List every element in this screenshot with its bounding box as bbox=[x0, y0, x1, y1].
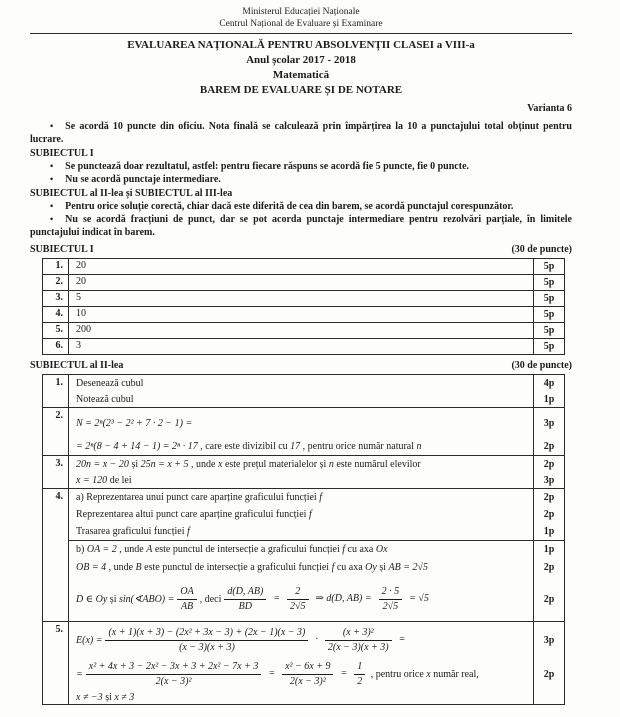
solution-text bbox=[69, 489, 533, 506]
text-segment: cu axa bbox=[334, 561, 366, 573]
fraction-numerator: x² + 4x + 3 − 2x² − 3x + 3 + 2x² − 7x + 3 bbox=[86, 661, 262, 675]
text-segment: , pentru orice bbox=[368, 668, 427, 680]
bullet-icon: • bbox=[50, 121, 54, 131]
row-number: 2. bbox=[43, 408, 69, 455]
fraction-denominator: 2(x − 3)² bbox=[289, 675, 326, 687]
math-segment: · bbox=[315, 634, 318, 646]
center-line: Centrul Național de Evaluare și Examinare bbox=[219, 19, 383, 29]
text-segment: , pentru orice număr natural bbox=[300, 441, 417, 452]
row-answer: 20 bbox=[76, 276, 86, 287]
solution-text bbox=[69, 375, 533, 391]
row-points: 5p bbox=[533, 291, 564, 306]
math-segment: f bbox=[331, 561, 335, 573]
row-points: 3p bbox=[533, 622, 564, 658]
math-segment: n bbox=[416, 441, 422, 452]
row-body bbox=[69, 489, 564, 621]
row-points: 4p bbox=[533, 375, 564, 391]
math-segment: 25n = x + 5 bbox=[140, 458, 189, 470]
row-number: 2. bbox=[43, 275, 69, 290]
table-row bbox=[43, 621, 564, 704]
math-fraction bbox=[325, 627, 392, 654]
row-answer: 20 bbox=[76, 260, 86, 271]
text-segment: cu axa bbox=[345, 543, 376, 555]
section2-table bbox=[42, 374, 565, 705]
section2-heading bbox=[30, 359, 572, 372]
solution-text bbox=[69, 523, 533, 540]
math-segment: f bbox=[186, 526, 190, 537]
text-segment: b) bbox=[76, 543, 87, 555]
row-body bbox=[69, 408, 564, 455]
math-segment: x ≠ −3 bbox=[76, 691, 103, 703]
solution-line bbox=[69, 375, 564, 391]
solution-text bbox=[69, 438, 533, 455]
fraction-numerator: (x + 1)(x + 3) − (2x² + 3x − 3) + (2x − 1)(x − 3) bbox=[105, 627, 308, 641]
row-points: 2p bbox=[533, 506, 564, 523]
math-segment: = bbox=[268, 668, 276, 680]
solution-line bbox=[69, 541, 564, 557]
text-segment: este numărul elevilor bbox=[333, 458, 421, 470]
table-row bbox=[43, 488, 564, 621]
table-row bbox=[43, 338, 564, 354]
math-fraction bbox=[86, 661, 262, 688]
solution-text bbox=[69, 577, 533, 621]
subitem-a bbox=[69, 489, 564, 540]
table-row bbox=[43, 259, 564, 274]
row-body bbox=[69, 622, 564, 704]
math-segment: n bbox=[328, 458, 334, 470]
intro-subiectul23-heading: SUBIECTUL al II-lea și SUBIECTUL al III-lea bbox=[30, 188, 233, 199]
solution-line bbox=[69, 472, 564, 488]
row-number: 1. bbox=[43, 259, 69, 274]
math-segment: = bbox=[273, 593, 281, 605]
solution-text bbox=[69, 456, 533, 472]
solution-line bbox=[69, 506, 564, 523]
text-segment: , unde bbox=[188, 458, 218, 470]
fraction-denominator: AB bbox=[180, 600, 194, 612]
row-points: 2p bbox=[533, 456, 564, 472]
table-row bbox=[43, 455, 564, 488]
row-points: 5p bbox=[533, 323, 564, 338]
text-segment: Trasarea graficului funcției bbox=[76, 526, 187, 537]
fraction-numerator: 2 bbox=[287, 586, 309, 600]
math-segment: 20n = x − 20 bbox=[76, 458, 129, 470]
math-segment: x = 120 bbox=[76, 474, 108, 486]
math-segment: OB = 4 bbox=[76, 561, 107, 573]
instruction-text: Se punctează doar rezultatul, astfel: pentru fiecare răspuns se acordă fie 5 puncte, fie 0 puncte. bbox=[65, 161, 470, 172]
bullet-icon: • bbox=[50, 214, 54, 224]
math-segment: A bbox=[146, 543, 153, 555]
header-rule bbox=[30, 33, 572, 34]
instruction-bullet bbox=[30, 120, 572, 146]
math-segment: E(x) = bbox=[76, 634, 103, 646]
text-segment: , unde bbox=[116, 543, 147, 555]
math-fraction bbox=[105, 627, 308, 654]
row-number: 3. bbox=[43, 456, 69, 488]
math-segment: N = 2ⁿ(2³ − 2² + 7 · 2 − 1) = bbox=[76, 417, 193, 429]
math-segment: AB = 2√5 bbox=[388, 561, 428, 573]
row-answer: 3 bbox=[76, 340, 81, 351]
math-segment: = 2ⁿ(8 − 4 + 14 − 1) = 2ⁿ · 17 bbox=[76, 441, 198, 452]
row-number: 4. bbox=[43, 307, 69, 322]
row-body bbox=[69, 456, 564, 488]
text-segment: și bbox=[376, 561, 389, 573]
text-segment: Notează cubul bbox=[76, 393, 134, 405]
math-segment: f bbox=[342, 543, 346, 555]
table-row bbox=[43, 322, 564, 338]
fraction-numerator: 2 · 5 bbox=[379, 586, 403, 600]
fraction-denominator: (x − 3)(x + 3) bbox=[179, 641, 235, 653]
math-fraction bbox=[287, 586, 309, 613]
row-answer: 5 bbox=[76, 292, 81, 303]
solution-line bbox=[69, 408, 564, 438]
text-segment: și bbox=[107, 593, 119, 605]
row-answer: 10 bbox=[76, 308, 86, 319]
exam-title: EVALUAREA NAȚIONALĂ PENTRU ABSOLVENȚII CLASEI a VIII-a bbox=[127, 39, 475, 51]
row-number: 5. bbox=[43, 622, 69, 704]
math-fraction bbox=[379, 586, 403, 613]
fraction-denominator: 2(x − 3)² bbox=[155, 675, 192, 687]
section1-table bbox=[42, 258, 565, 355]
row-points: 2p bbox=[533, 557, 564, 577]
instruction-bullet bbox=[30, 213, 572, 239]
fraction-numerator: x² − 6x + 9 bbox=[282, 661, 333, 675]
table-row bbox=[43, 290, 564, 306]
math-segment: x bbox=[218, 458, 223, 470]
solution-line bbox=[69, 658, 564, 690]
text-segment: este prețul materialelor și bbox=[222, 458, 329, 470]
section1-heading bbox=[30, 243, 572, 256]
math-fraction bbox=[224, 586, 266, 613]
instruction-text: Se acordă 10 puncte din oficiu. Nota finală se calculează prin împărțirea la 10 a punctajului total obținut pentru lucrare. bbox=[30, 121, 572, 145]
text-segment: , unde bbox=[106, 561, 136, 573]
subitem-b bbox=[69, 540, 564, 621]
row-points: 5p bbox=[533, 307, 564, 322]
solution-text bbox=[69, 690, 533, 704]
solution-line bbox=[69, 456, 564, 472]
bullet-icon: • bbox=[50, 201, 54, 211]
math-segment: B bbox=[135, 561, 142, 573]
text-segment: este punctul de intersecție a graficului funcției bbox=[152, 543, 343, 555]
row-points: 2p bbox=[533, 489, 564, 506]
instruction-text: Nu se acordă punctaje intermediare. bbox=[65, 174, 221, 185]
section1-title: SUBIECTUL I bbox=[30, 244, 94, 255]
math-segment: sin(∢ABO) = bbox=[118, 593, 175, 605]
row-number: 4. bbox=[43, 489, 69, 621]
section2-points: (30 de puncte) bbox=[511, 360, 572, 371]
text-segment: Reprezentarea altui punct care aparține graficului funcției bbox=[76, 509, 309, 520]
text-segment: și bbox=[102, 691, 115, 703]
table-row bbox=[43, 407, 564, 455]
row-number: 1. bbox=[43, 375, 69, 407]
solution-line bbox=[69, 557, 564, 577]
table-row bbox=[43, 375, 564, 407]
solution-line bbox=[69, 438, 564, 455]
solution-text bbox=[69, 408, 533, 438]
row-points bbox=[533, 690, 564, 704]
row-body bbox=[69, 375, 564, 407]
fraction-denominator: 2(x − 3)(x + 3) bbox=[327, 641, 389, 653]
solution-line bbox=[69, 489, 564, 506]
row-points: 3p bbox=[533, 408, 564, 438]
solution-text bbox=[69, 622, 533, 658]
row-points: 5p bbox=[533, 339, 564, 354]
solution-line bbox=[69, 523, 564, 540]
general-instructions bbox=[30, 120, 572, 239]
instruction-bullet bbox=[30, 160, 572, 173]
math-segment: 17 bbox=[290, 441, 301, 452]
school-year: Anul școlar 2017 - 2018 bbox=[246, 54, 356, 66]
table-row bbox=[43, 306, 564, 322]
solution-text bbox=[69, 506, 533, 523]
fraction-denominator: 2√5 bbox=[382, 600, 399, 612]
instruction-text: Nu se acordă fracțiuni de punct, dar se pot acorda punctaje intermediare pentru rezolvări parțiale, în limitele punctajului indicat în barem. bbox=[30, 214, 572, 238]
math-segment: = bbox=[340, 668, 348, 680]
row-number: 6. bbox=[43, 339, 69, 354]
math-fraction bbox=[354, 661, 365, 688]
solution-text bbox=[69, 557, 533, 577]
math-segment: OA = 2 bbox=[86, 543, 117, 555]
solution-line bbox=[69, 690, 564, 704]
intro-subiectul1-heading: SUBIECTUL I bbox=[30, 148, 94, 159]
variant-label: Varianta 6 bbox=[527, 103, 572, 114]
row-points: 1p bbox=[533, 523, 564, 540]
instruction-text: Pentru orice soluție corectă, chiar dacă este diferită de cea din barem, se acordă punctajul corespunzător. bbox=[65, 201, 514, 212]
solution-line bbox=[69, 391, 564, 407]
math-segment: = bbox=[76, 668, 83, 680]
row-points: 3p bbox=[533, 472, 564, 488]
solution-text bbox=[69, 658, 533, 690]
fraction-denominator: 2√5 bbox=[290, 600, 306, 612]
math-segment: x bbox=[426, 668, 431, 680]
row-points: 5p bbox=[533, 275, 564, 290]
math-segment: = √5 bbox=[409, 593, 429, 605]
fraction-denominator: 2 bbox=[357, 675, 363, 687]
ministry-line: Ministerul Educației Naționale bbox=[242, 7, 360, 17]
instruction-bullet bbox=[30, 173, 572, 186]
solution-text bbox=[69, 541, 533, 557]
text-segment: este punctul de intersecție a graficului funcției bbox=[141, 561, 332, 573]
row-points: 2p bbox=[533, 658, 564, 690]
text-segment: de lei bbox=[107, 474, 132, 486]
math-segment: x ≠ 3 bbox=[114, 691, 135, 703]
math-segment: D ∈ Oy bbox=[76, 593, 108, 605]
row-points: 5p bbox=[533, 259, 564, 274]
math-segment: Oy bbox=[365, 561, 377, 573]
math-segment: Ox bbox=[375, 543, 388, 555]
math-fraction bbox=[177, 586, 196, 613]
section1-points: (30 de puncte) bbox=[511, 244, 572, 255]
text-segment: Desenează cubul bbox=[76, 377, 144, 389]
row-number: 5. bbox=[43, 323, 69, 338]
fraction-numerator: (x + 3)² bbox=[325, 627, 392, 641]
barem-title: BAREM DE EVALUARE ȘI DE NOTARE bbox=[199, 84, 403, 96]
math-segment: f bbox=[308, 509, 312, 520]
fraction-numerator: d(D, AB) bbox=[224, 586, 266, 600]
row-points: 1p bbox=[533, 391, 564, 407]
solution-line bbox=[69, 577, 564, 621]
fraction-numerator: 1 bbox=[354, 661, 365, 675]
text-segment: a) Reprezentarea unui punct care aparține graficului funcției bbox=[76, 492, 320, 503]
solution-line bbox=[69, 622, 564, 658]
subject-name: Matematică bbox=[272, 69, 330, 81]
section2-title: SUBIECTUL al II-lea bbox=[30, 360, 124, 371]
solution-text bbox=[69, 391, 533, 407]
row-points: 2p bbox=[533, 438, 564, 455]
instruction-bullet bbox=[30, 200, 572, 213]
fraction-numerator: OA bbox=[177, 586, 196, 600]
math-segment: ⇒ d(D, AB) = bbox=[315, 593, 372, 605]
row-points: 2p bbox=[533, 577, 564, 621]
text-segment: , deci bbox=[199, 593, 222, 605]
math-segment: f bbox=[319, 492, 322, 503]
row-points: 1p bbox=[533, 541, 564, 557]
text-segment: număr real, bbox=[430, 668, 479, 680]
text-segment: , care este divizibil cu bbox=[197, 441, 291, 452]
bullet-icon: • bbox=[50, 161, 54, 171]
bullet-icon: • bbox=[50, 174, 54, 184]
solution-text bbox=[69, 472, 533, 488]
table-row bbox=[43, 274, 564, 290]
math-segment: = bbox=[398, 634, 406, 646]
text-segment: și bbox=[128, 458, 141, 470]
math-fraction bbox=[282, 661, 333, 688]
fraction-denominator: BD bbox=[238, 600, 252, 612]
row-number: 3. bbox=[43, 291, 69, 306]
row-answer: 200 bbox=[76, 324, 91, 335]
